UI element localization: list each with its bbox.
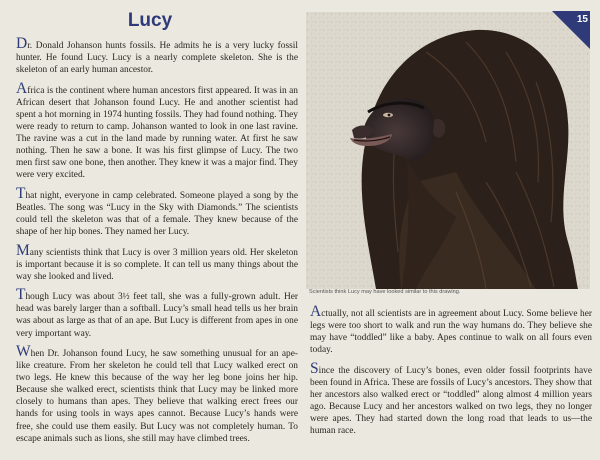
hominid-portrait-illustration xyxy=(306,12,590,289)
paragraph-7 xyxy=(310,303,592,356)
figure-caption: Scientists think Lucy may have looked similar to this drawing. xyxy=(309,289,461,295)
left-column xyxy=(16,35,298,452)
paragraph-5 xyxy=(16,286,298,339)
paragraph-text: r. Donald Johanson hunts fossils. He admits he is a very lucky fossil hunter. He found Lucy. Lucy is a nearly complete skeleton. She is the skeleton of an early human ancestor. xyxy=(16,41,298,76)
paragraph-text: hough Lucy was about 3½ feet tall, she was a fully-grown adult. Her head was barely larger than a softball. Lucy’s small head tells us her brain was about as large as that of an ape. But Lucy is different from apes in one very important way. xyxy=(16,292,298,339)
page-number: 15 xyxy=(576,14,588,25)
hominid-portrait-icon xyxy=(306,12,590,289)
drop-cap: D xyxy=(16,35,28,52)
drop-cap: M xyxy=(16,241,30,259)
right-column xyxy=(310,303,592,445)
paragraph-text: frica is the continent where human ancestors first appeared. It was in an African desert that Johanson found Lucy. He and another scientist had spent a hot morning in 1974 hunting fossils. They had found nothing. They were ready to return to camp. Johanson wanted to look in one last ravine. The ravine was a cut in the land made by running water. At first he saw nothing. Then he saw a bone. It was his first glimpse of Lucy. The two men first saw one bone, then another. They knew it was a major find. They were very excited. xyxy=(16,85,298,181)
paragraph-8 xyxy=(310,359,592,438)
paragraph-6 xyxy=(16,343,298,445)
paragraph-text: hat night, everyone in camp celebrated. Someone played a song by the Beatles. The song was “Lucy in the Sky with Diamonds.” The scientists could tell the skeleton was that of a female. They knew because of the shape of her hip bones. They named her Lucy. xyxy=(16,190,298,238)
drop-cap: T xyxy=(16,286,26,304)
paragraph-text: ince the discovery of Lucy’s bones, even older fossil footprints have been found in Africa. These are fossils of Lucy’s ancestors. They show that her ancestors also walked erect or “toddled” along almost 4 million years ago. Because Lucy and her ancestors walked on two legs, they no longer were apes. They had started down the long road that leads to us—the human race. xyxy=(310,365,592,437)
drop-cap: A xyxy=(16,79,28,97)
paragraph-text: any scientists think that Lucy is over 3 million years old. Her skeleton is important because it is so complete. It can tell us many things about the way she looked and lived. xyxy=(16,247,298,282)
drop-cap: T xyxy=(16,184,26,202)
drop-cap: W xyxy=(16,343,31,361)
paragraph-3 xyxy=(16,184,298,238)
paragraph-2 xyxy=(16,79,298,182)
paragraph-1 xyxy=(16,35,298,76)
drop-cap: A xyxy=(310,303,322,320)
page-title: Lucy xyxy=(127,10,173,31)
drop-cap: S xyxy=(310,359,319,377)
paragraph-4 xyxy=(16,241,298,283)
paragraph-text: ctually, not all scientists are in agreement about Lucy. Some believe her legs were too short to walk and run the way humans do. They believe she may have “toddled” like a baby. Apes continue to walk on all fours even today. xyxy=(310,309,592,356)
paragraph-text: hen Dr. Johanson found Lucy, he saw something unusual for an ape-like creature. From her skeleton he could tell that Lucy walked erect on two legs. He knew this because of the way her leg bone joins her hip. Because she walked erect, scientists think that Lucy may be linked more closely to humans than apes. They believe that walking erect frees our hands for using tools in ways apes cannot. Because Lucy’s hands were free, she could use them easily. But Lucy was not completely human. To escape animals such as lions, she still may have climbed trees. xyxy=(16,349,298,444)
